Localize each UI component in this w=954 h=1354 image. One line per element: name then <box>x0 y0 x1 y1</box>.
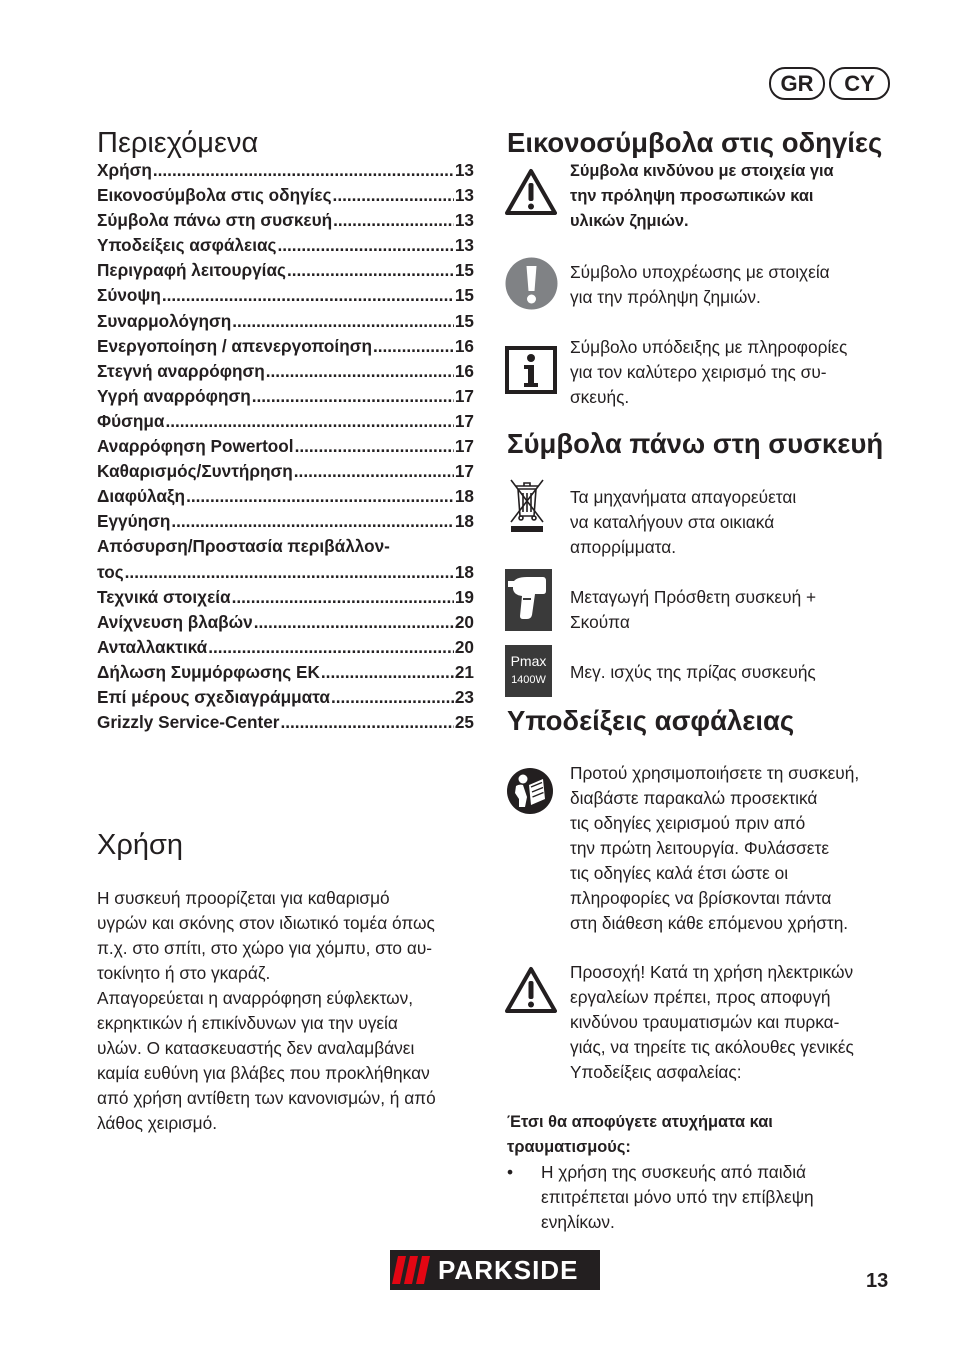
toc-leader-dots <box>277 235 453 256</box>
symbols-instructions-title: Εικονοσύμβολα στις οδηγίες <box>507 127 883 158</box>
toc-entry-label: Εικονοσύμβολα στις οδηγίες <box>97 185 332 206</box>
toc-row <box>97 662 474 687</box>
toc-row <box>97 637 474 662</box>
toc-entry-label: Φύσημα <box>97 410 165 431</box>
toc-row <box>97 235 474 260</box>
toc-leader-dots <box>165 411 453 432</box>
symbol-text-disposal <box>570 485 796 560</box>
toc-entry-label: Διαφύλαξη <box>97 486 186 507</box>
toc-entry-label: Επί μέρους σχεδιαγράμματα <box>97 686 330 707</box>
read-manual-icon <box>505 767 555 820</box>
usage-title: Χρήση <box>97 829 183 861</box>
text-line: Μεγ. ισχύς της πρίζας συσκευής <box>570 662 816 682</box>
toc-entry-label: Στεγνή αναρρόφηση <box>97 360 265 381</box>
text-line: τις οδηγίες καλά έτσι ώστε οι <box>570 863 789 883</box>
toc-leader-dots <box>232 587 454 608</box>
safety-caution-text <box>570 960 854 1085</box>
lang-badge-cy: CY <box>829 67 890 100</box>
page-number: 13 <box>866 1270 889 1292</box>
toc-row <box>97 210 474 235</box>
toc-entry-page: 19 <box>454 586 474 607</box>
mandatory-exclamation-icon <box>505 257 558 315</box>
toc-leader-dots <box>295 436 454 457</box>
text-line: ενηλίκων. <box>541 1212 615 1232</box>
text-line: Σύμβολα κινδύνου με στοιχεία για <box>570 162 834 180</box>
toc-row <box>97 336 474 361</box>
text-line: υλών. Ο κατασκευαστής δεν αναλαμβάνει <box>97 1038 415 1058</box>
toc-leader-dots <box>153 160 454 181</box>
toc-entry-label: Καθαρισμός/Συντήρηση <box>97 461 293 482</box>
toc-row <box>97 511 474 536</box>
symbol-text-info <box>570 335 847 410</box>
toc-leader-dots <box>294 461 454 482</box>
toc-leader-dots <box>252 386 454 407</box>
toc-entry-page: 17 <box>454 436 474 457</box>
text-line: την πρόληψη προσωπικών και <box>570 187 814 205</box>
text-line: απορρίμματα. <box>570 537 677 557</box>
toc-row <box>97 612 474 637</box>
text-line: Προτού χρησιμοποιήσετε τη συσκευή, <box>570 763 860 783</box>
warning-triangle-icon <box>505 168 557 221</box>
text-line: στη διάθεση κάθε επόμενου χρήστη. <box>570 913 849 933</box>
toc-row <box>97 185 474 210</box>
toc-entry-label: Αναρρόφηση Powertool <box>97 436 294 457</box>
text-line: κινδύνου τραυματισμών και πυρκα- <box>570 1012 840 1032</box>
bullet-marker: • <box>507 1162 514 1182</box>
toc-leader-dots <box>333 185 454 206</box>
info-icon <box>505 346 557 399</box>
toc-entry-page: 13 <box>454 185 474 206</box>
toc-entry-page: 13 <box>454 160 474 180</box>
toc-row <box>97 562 474 587</box>
toc-entry-label: Σύμβολα πάνω στη συσκευή <box>97 210 333 231</box>
text-line: τις οδηγίες χειρισμού πριν από <box>570 813 806 833</box>
text-line: τοκίνητο ή στο γκαράζ. <box>97 963 271 983</box>
toc-entry-page: 18 <box>454 511 474 532</box>
pmax-icon <box>505 645 552 697</box>
toc-row <box>97 285 474 310</box>
toc-leader-dots <box>333 210 454 231</box>
pmax-label: Pmax <box>510 653 547 669</box>
toc-leader-dots <box>266 361 454 382</box>
text-line: Έτσι θα αποφύγετε ατυχήματα και <box>507 1113 773 1131</box>
toc-entry-page: 18 <box>454 486 474 507</box>
text-line: Τα μηχανήματα απαγορεύεται <box>570 487 797 507</box>
toc-entry-page: 18 <box>454 561 474 582</box>
toc-row <box>97 536 474 561</box>
text-line: υγρών και σκόνης στον ιδιωτικό τομέα όπως <box>97 913 435 933</box>
toc-entry-page: 16 <box>454 360 474 381</box>
text-line: γιάς, να τηρείτε τις ακόλουθες γενικές <box>570 1037 854 1057</box>
symbols-device-title: Σύμβολα πάνω στη συσκευή <box>507 428 884 459</box>
text-line: να καταλήγουν στα οικιακά <box>570 512 775 532</box>
text-line: εργαλείων πρέπει, προς αποφυγή <box>570 987 831 1007</box>
toc-row <box>97 486 474 511</box>
text-line: από χρήση αντίθετη των κανονισμών, ή από <box>97 1088 436 1108</box>
toc-leader-dots <box>125 562 454 583</box>
text-line: Η χρήση της συσκευής από παιδιά <box>541 1162 807 1182</box>
toc-row <box>97 160 474 185</box>
symbol-text-powertool <box>570 585 816 635</box>
safety-title: Υποδείξεις ασφάλειας <box>507 705 795 736</box>
toc-leader-dots <box>186 486 454 507</box>
toc-entry-label: Ανταλλακτικά <box>97 636 208 657</box>
symbol-text-pmax <box>570 660 816 685</box>
toc-leader-dots <box>208 637 454 658</box>
toc-entry-label: Ενεργοποίηση / απενεργοποίηση <box>97 335 372 356</box>
text-line: επιτρέπεται μόνο υπό την επίβλεψη <box>541 1187 814 1207</box>
toc-row <box>97 461 474 486</box>
text-line: την πρώτη λειτουργία. Φυλάσσετε <box>570 838 830 858</box>
parkside-logo <box>390 1250 600 1290</box>
toc-entry-page: 20 <box>454 636 474 657</box>
text-line: Σύμβολο υπόδειξης με πληροφορίες <box>570 337 848 357</box>
toc-entry-label: Τεχνικά στοιχεία <box>97 586 231 607</box>
text-line: Προσοχή! Κατά τη χρήση ηλεκτρικών <box>570 962 854 982</box>
pmax-watt-label: 1400W <box>511 674 546 686</box>
toc-entry-page: 21 <box>454 661 474 682</box>
toc-entry-page: 15 <box>454 310 474 331</box>
toc-entry-page: 23 <box>454 686 474 707</box>
toc-entry-page: 15 <box>454 285 474 306</box>
text-line: λάθος χειρισμό. <box>97 1113 218 1133</box>
text-line: διαβάστε παρακαλώ προσεκτικά <box>570 788 818 808</box>
toc-entry-label: Grizzly Service-Center <box>97 712 280 733</box>
toc-entry-page: 16 <box>454 335 474 356</box>
power-tool-icon <box>505 569 552 636</box>
toc-row <box>97 411 474 436</box>
text-line: υλικών ζημιών. <box>570 212 689 230</box>
toc-leader-dots <box>321 662 454 683</box>
crossed-bin-icon <box>507 476 547 539</box>
toc-entry-page: 17 <box>454 410 474 431</box>
toc-leader-dots <box>254 612 454 633</box>
toc-row <box>97 687 474 712</box>
toc-entry-label: Περιγραφή λειτουργίας <box>97 260 286 281</box>
toc-leader-dots <box>287 260 454 281</box>
safety-read-manual-text <box>570 761 859 936</box>
toc-entry-page: 13 <box>454 235 474 256</box>
toc-entry-label: Χρήση <box>97 160 152 180</box>
symbol-text-danger <box>570 159 834 234</box>
text-line: Μεταγωγή Πρόσθετη συσκευή + <box>570 587 817 607</box>
toc-row <box>97 587 474 612</box>
toc-leader-dots <box>331 687 454 708</box>
text-line: για την πρόληψη ζημιών. <box>570 287 761 307</box>
toc-entry-page: 13 <box>454 210 474 231</box>
toc-entry-label: Απόσυρση/Προστασία περιβάλλον- <box>97 536 390 557</box>
toc-row <box>97 712 474 737</box>
toc-leader-dots <box>171 511 454 532</box>
toc-leader-dots <box>232 311 454 332</box>
toc-entry-label: Σύνοψη <box>97 285 161 306</box>
toc-entry-page: 25 <box>454 712 474 733</box>
toc-entry-page: 15 <box>454 260 474 281</box>
toc-leader-dots <box>162 285 454 306</box>
toc-leader-dots <box>280 712 453 733</box>
toc-entry-page: 20 <box>454 611 474 632</box>
safety-bullet-text <box>541 1160 814 1235</box>
text-line: πληροφορίες να βρίσκονται πάντα <box>570 888 832 908</box>
toc-entry-label: Ανίχνευση βλαβών <box>97 611 253 632</box>
toc-entry-page: 17 <box>454 461 474 482</box>
toc-row <box>97 260 474 285</box>
toc-entry-label: τος <box>97 561 124 582</box>
text-line: Υποδείξεις ασφαλείας: <box>570 1062 742 1082</box>
toc-entry-label: Συναρμολόγηση <box>97 310 232 331</box>
text-line: σκευής. <box>570 387 630 407</box>
text-line: Σκούπα <box>570 612 630 632</box>
text-line: τραυματισμούς: <box>507 1138 631 1156</box>
lang-badge-gr: GR <box>769 67 825 100</box>
toc-row <box>97 361 474 386</box>
table-of-contents <box>97 160 474 737</box>
toc-row <box>97 311 474 336</box>
text-line: π.χ. στο σπίτι, στο χώρο για χόμπυ, στο αυ- <box>97 938 433 958</box>
toc-row <box>97 436 474 461</box>
toc-title: Περιεχόμενα <box>97 127 259 159</box>
safety-subheading <box>507 1110 773 1160</box>
text-line: καμία ευθύνη για βλάβες που προκλήθηκαν <box>97 1063 430 1083</box>
toc-entry-label: Υποδείξεις ασφάλειας <box>97 235 277 256</box>
toc-entry-label: Υγρή αναρρόφηση <box>97 385 251 406</box>
toc-entry-page: 17 <box>454 385 474 406</box>
text-line: Η συσκευή προορίζεται για καθαρισμό <box>97 888 390 908</box>
text-line: εκρηκτικών ή επικίνδυνων για την υγεία <box>97 1013 398 1033</box>
toc-entry-label: Δήλωση Συμμόρφωσης ΕΚ <box>97 661 320 682</box>
brand-name: PARKSIDE <box>438 1255 579 1285</box>
symbol-text-mandatory <box>570 260 830 310</box>
toc-row <box>97 386 474 411</box>
text-line: Απαγορεύεται η αναρρόφηση εύφλεκτων, <box>97 988 414 1008</box>
usage-text <box>97 886 477 1136</box>
toc-entry-label: Εγγύηση <box>97 511 171 532</box>
toc-leader-dots <box>373 336 454 357</box>
text-line: Σύμβολο υποχρέωσης με στοιχεία <box>570 262 830 282</box>
text-line: για τον καλύτερο χειρισμό της συ- <box>570 362 827 382</box>
caution-triangle-icon <box>505 966 557 1019</box>
